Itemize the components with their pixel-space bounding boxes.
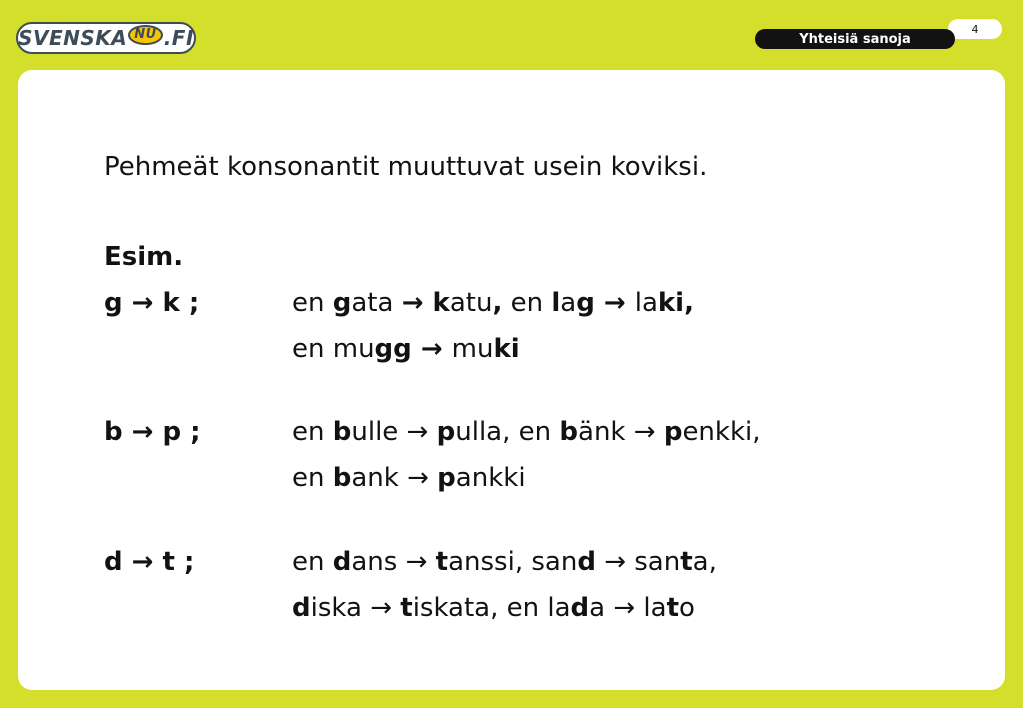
emphasized-segment: d (577, 547, 596, 577)
emphasized-segment: k (432, 288, 450, 318)
text-segment: a → la (589, 593, 667, 623)
emphasized-segment: → (411, 334, 452, 364)
text-segment: ata (351, 288, 402, 318)
text-segment: la (634, 288, 658, 318)
rule-label-d-t: d → t ; (104, 547, 195, 577)
text-segment: ulle → (351, 417, 437, 447)
emphasized-segment: t (680, 547, 693, 577)
emphasized-segment: b (332, 463, 352, 493)
text-segment: atu (449, 288, 493, 318)
rule-line (292, 463, 526, 493)
emphasized-segment: g (332, 288, 352, 318)
topic-title: Yhteisiä sanoja (755, 29, 955, 49)
text-segment: en (292, 288, 333, 318)
text-segment: enkki, (682, 417, 761, 447)
text-segment: ans → (351, 547, 436, 577)
text-segment: a, (692, 547, 717, 577)
rule-line (292, 593, 695, 623)
rule-line (292, 288, 694, 318)
text-segment: → san (595, 547, 681, 577)
text-segment: anssi, san (448, 547, 578, 577)
emphasized-segment: p (437, 463, 456, 493)
content-card (18, 70, 1005, 690)
rule-line (292, 547, 717, 577)
emphasized-segment: d (292, 593, 311, 623)
emphasized-segment: ki, (657, 288, 694, 318)
emphasized-segment: b (559, 417, 579, 447)
page-number: 4 (948, 19, 1002, 39)
emphasized-segment: l (551, 288, 561, 318)
emphasized-segment: , (492, 288, 503, 318)
emphasized-segment: g (576, 288, 595, 318)
rule-line (292, 334, 520, 364)
text-segment: en mu (292, 334, 375, 364)
text-segment: iska → (310, 593, 401, 623)
rule-line (292, 417, 761, 447)
text-segment: en (292, 463, 333, 493)
rule-label-b-p: b → p ; (104, 417, 201, 447)
text-segment: mu (451, 334, 494, 364)
text-segment: ank → (351, 463, 438, 493)
emphasized-segment: t (400, 593, 413, 623)
text-segment: en (292, 547, 333, 577)
emphasized-segment: d (332, 547, 352, 577)
text-segment: a (560, 288, 577, 318)
text-segment: en (502, 288, 552, 318)
text-segment: ankki (455, 463, 526, 493)
emphasized-segment: b (332, 417, 352, 447)
emphasized-segment: p (436, 417, 456, 447)
intro-text: Pehmeät konsonantit muuttuvat usein koviksi. (104, 152, 708, 182)
text-segment: en (292, 417, 333, 447)
logo-badge: NU (128, 25, 162, 45)
text-segment: ulla, en (455, 417, 560, 447)
logo-text-left: SVENSKA (18, 26, 128, 50)
logo-text-right: .FI (163, 26, 194, 50)
svenska-nu-logo (16, 22, 196, 54)
example-heading: Esim. (104, 242, 184, 272)
emphasized-segment: t (435, 547, 449, 577)
rule-label-g-k: g → k ; (104, 288, 200, 318)
text-segment: änk → (578, 417, 664, 447)
emphasized-segment: ki (493, 334, 520, 364)
emphasized-segment: d (570, 593, 590, 623)
emphasized-segment: p (663, 417, 683, 447)
emphasized-segment: → (594, 288, 635, 318)
emphasized-segment: t (666, 593, 680, 623)
text-segment: o (679, 593, 695, 623)
emphasized-segment: gg (374, 334, 412, 364)
emphasized-segment: → (401, 288, 433, 318)
text-segment: iskata, en la (412, 593, 571, 623)
